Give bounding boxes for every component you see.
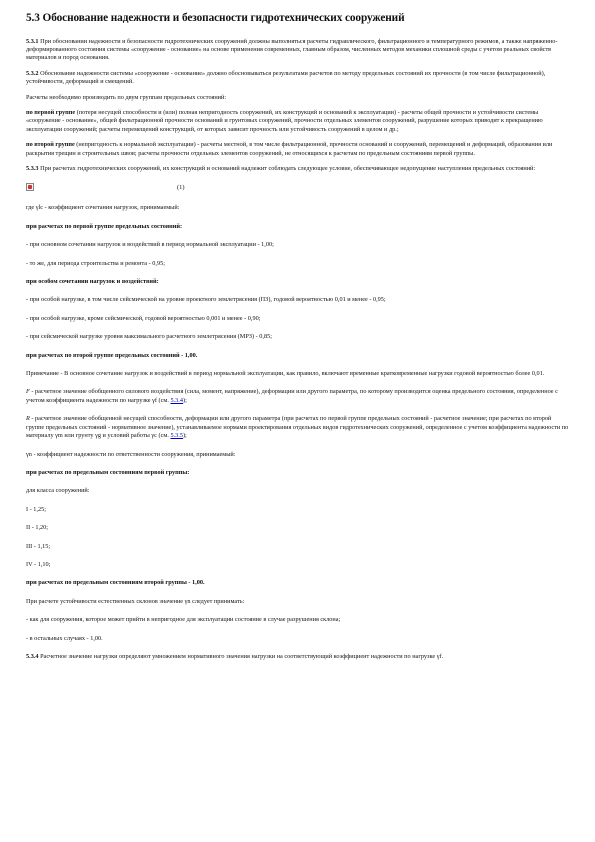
list-item: - при особой нагрузке, в том числе сейсмической на уровне проектного землетрясения (ПЗ), годовой вероятностью 0,01 и менее - 0,95; <box>26 296 386 304</box>
definition-r: R - расчетное значение обобщенной несущей способности, деформации или другого параметра (при расчетах по первой группе предельных состояний - расчетное значение; при расчетах по второй группе предельных состояний - нормативное значение), устанавливаемое нормами проектирования отдельных видов гидротехнических сооружений, определенное с учетом коэффициента надежности по материалу γm или грунту γg и условий работы γc (см. 5.3.5); <box>26 415 569 440</box>
paragraph-5-3-3: 5.3.3 При расчетах гидротехнических сооружений, их конструкций и оснований надлежит соблюдать следующее условие, обеспечивающее недопущение наступления предельных состояний: <box>26 165 536 173</box>
paragraph-limit-groups: Расчеты необходимо производить по двум группам предельных состояний: <box>26 93 227 101</box>
formula-row <box>26 180 571 194</box>
list-item: I - 1,25; <box>26 505 46 513</box>
formula-number: (1) <box>177 183 185 191</box>
paragraph-first-group: по первой группе (потеря несущей способности и (или) полная непригодность сооружений, их конструкций и оснований к эксплуатации) - расчеты общей прочности и устойчивости системы «сооружение - основание», общей фильтрационной прочности оснований и грунтовых сооружений, прочности отдельных элементов сооружений, разрушение которых приводит к прекращению эксплуатации сооружений; расчеты перемещений конструкций, от которых зависит прочность или устойчивость сооружений в целом и др.; <box>26 108 543 133</box>
list-item: - в остальных случаях - 1,00. <box>26 634 103 642</box>
paragraph-5-3-2: 5.3.2 Обоснование надежности системы «сооружение - основание» должно обосновываться результатами расчетов по методу предельных состояний их прочности (в том числе фильтрационной), устойчивости, деформаций и смещений. <box>26 69 546 86</box>
link-5-3-4[interactable]: 5.3.4 <box>170 396 183 404</box>
paragraph-second-group: по второй группе (непригодность к нормальной эксплуатации) - расчеты местной, в том числе фильтрационной, прочности оснований и сооружений, перемещений и деформаций, образования или раскрытия трещин и строительных швов; расчеты прочности отдельных элементов сооружений, не относящихся к расчетам по предельным состояниям первой группы. <box>26 141 553 157</box>
list-item: - как для сооружения, которое может прийти в непригодное для эксплуатации состояние в случае разрушения склона; <box>26 616 341 624</box>
section-heading: 5.3 Обоснование надежности и безопасности гидротехнических сооружений <box>26 12 405 24</box>
subheading-special: при особом сочетании нагрузок и воздействий: <box>26 278 159 286</box>
paragraph-5-3-4: 5.3.4 Расчетное значение нагрузки определяют умножением нормативного значения нагрузки на соответствующий коэффициент надежности по нагрузке γf. <box>26 652 444 660</box>
link-5-3-5[interactable]: 5.3.5 <box>170 432 183 440</box>
paragraph-ylc: где γlc - коэффициент сочетания нагрузок, принимаемый: <box>26 204 180 212</box>
note: Примечание - В основное сочетание нагрузок и воздействий в период нормальной эксплуатации, как правило, включают временные кратковременные нагрузки годовой вероятностью более 0,01. <box>26 370 545 378</box>
document-content <box>26 12 571 668</box>
paragraph-yn: γn - коэффициент надежности по ответственности сооружения, принимаемый: <box>26 450 236 458</box>
paragraph-5-3-1: 5.3.1 При обосновании надежности и безопасности гидротехнических сооружений должны выполняться расчеты гидравлического, фильтрационного и температурного режимов, а также напряженно-деформированного состояния системы «сооружение - основание» на основе применения современных, главным образом, численных методов механики сплошной среды с учетом реальных свойств материалов и пород основания. <box>26 37 558 62</box>
subheading-limit-second: при расчетах по предельным состояниям второй группы - 1,00. <box>26 579 205 587</box>
subheading-limit-first: при расчетах по предельным состояниям первой группы: <box>26 468 190 476</box>
clause-number: 5.3.4 <box>26 652 39 660</box>
subheading-second-group: при расчетах по второй группе предельных состояний - 1,00. <box>26 351 198 359</box>
list-item: - то же, для периода строительства и ремонта - 0,95; <box>26 259 165 267</box>
list-item: - при особой нагрузке, кроме сейсмической, годовой вероятностью 0,001 и менее - 0,90; <box>26 314 261 322</box>
clause-number: 5.3.2 <box>26 69 39 77</box>
definition-f: F - расчетное значение обобщенного силового воздействия (сила, момент, напряжение), деформации или другого параметра, по которому производится оценка предельного состояния, определенное с учетом коэффициента надежности по нагрузке γf (см. 5.3.4); <box>26 388 558 404</box>
clause-number: 5.3.1 <box>26 37 39 45</box>
list-item: - при сейсмической нагрузке уровня максимального расчетного землетрясения (МРЗ) - 0,85; <box>26 333 272 341</box>
paragraph-slope: При расчете устойчивости естественных склонов значение γn следует принимать: <box>26 597 245 605</box>
list-item: II - 1,20; <box>26 524 49 532</box>
clause-number: 5.3.3 <box>26 165 39 173</box>
broken-image-icon <box>26 183 34 191</box>
subheading-first-group: при расчетах по первой группе предельных состояний: <box>26 222 183 230</box>
list-item: III - 1,15; <box>26 542 51 550</box>
list-item: IV - 1,10; <box>26 560 51 568</box>
paragraph-classes: для класса сооружений: <box>26 487 90 495</box>
list-item: - при основном сочетании нагрузок и воздействий в период нормальной эксплуатации - 1,00; <box>26 241 274 249</box>
